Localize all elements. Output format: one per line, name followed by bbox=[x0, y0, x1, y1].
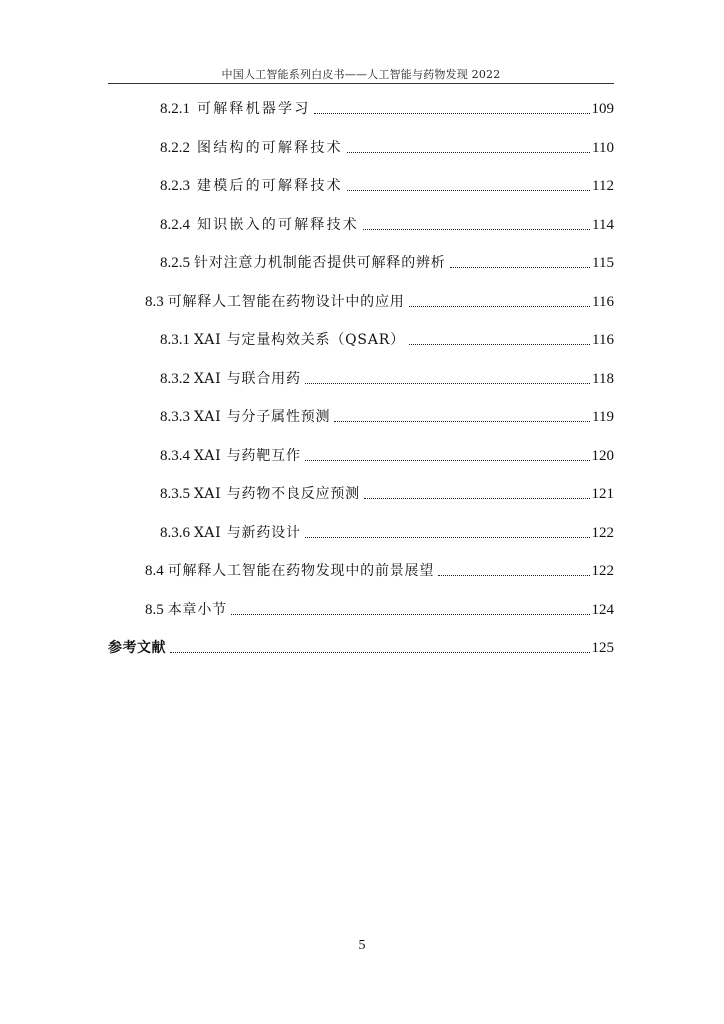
toc-entry-title: 知识嵌入的可解释技术 bbox=[197, 217, 359, 233]
toc-entry-title: XAI 与分子属性预测 bbox=[194, 409, 331, 425]
toc-entry-8-3-1[interactable] bbox=[160, 327, 614, 349]
toc-entry-page: 122 bbox=[591, 525, 614, 541]
toc-entry-number: 8.3 bbox=[145, 294, 164, 310]
toc-entry-references[interactable] bbox=[108, 635, 614, 657]
toc-entry-page: 121 bbox=[591, 486, 614, 502]
toc-entry-number: 8.3.3 bbox=[160, 409, 190, 425]
toc-entry-page: 125 bbox=[591, 640, 614, 656]
dot-leader bbox=[170, 652, 590, 653]
toc-entry-title: 参考文献 bbox=[108, 640, 166, 656]
toc-entry-8-4[interactable] bbox=[145, 558, 614, 580]
toc-entry-8-3-3[interactable] bbox=[160, 404, 614, 426]
toc-entry-title: 针对注意力机制能否提供可解释的辨析 bbox=[194, 255, 446, 271]
toc-entry-page: 118 bbox=[592, 371, 614, 387]
dot-leader bbox=[305, 383, 590, 384]
toc-entry-number: 8.2.1 bbox=[160, 101, 190, 117]
dot-leader bbox=[364, 498, 590, 499]
dot-leader bbox=[347, 190, 590, 191]
toc-entry-8-2-5[interactable] bbox=[160, 250, 614, 272]
toc-entry-number: 8.3.5 bbox=[160, 486, 190, 502]
toc-entry-8-3-5[interactable] bbox=[160, 481, 614, 503]
toc-entry-number: 8.5 bbox=[145, 602, 164, 618]
toc-entry-page: 122 bbox=[591, 563, 614, 579]
toc-entry-number: 8.2.4 bbox=[160, 217, 190, 233]
toc-entry-number: 8.4 bbox=[145, 563, 164, 579]
dot-leader bbox=[314, 113, 589, 114]
dot-leader bbox=[363, 229, 590, 230]
toc-entry-8-2-3[interactable] bbox=[160, 173, 614, 195]
toc-entry-title: XAI 与新药设计 bbox=[194, 525, 301, 541]
dot-leader bbox=[409, 306, 590, 307]
toc-entry-page: 119 bbox=[592, 409, 614, 425]
dot-leader bbox=[450, 267, 590, 268]
dot-leader bbox=[305, 537, 590, 538]
toc-entry-8-5[interactable] bbox=[145, 597, 614, 619]
toc-entry-title: 本章小节 bbox=[167, 602, 227, 618]
toc-entry-title: XAI 与联合用药 bbox=[194, 371, 301, 387]
dot-leader bbox=[347, 152, 590, 153]
toc-entry-page: 120 bbox=[591, 448, 614, 464]
toc-entry-page: 109 bbox=[591, 101, 614, 117]
running-header: 中国人工智能系列白皮书——人工智能与药物发现 2022 bbox=[221, 68, 501, 81]
toc-entry-8-2-2[interactable] bbox=[160, 135, 614, 157]
toc-entry-number: 8.3.1 bbox=[160, 332, 190, 348]
toc-entry-number: 8.3.4 bbox=[160, 448, 190, 464]
toc-entry-number: 8.2.3 bbox=[160, 178, 190, 194]
toc-entry-page: 114 bbox=[592, 217, 614, 233]
toc-entry-title: 图结构的可解释技术 bbox=[197, 140, 343, 156]
dot-leader bbox=[438, 575, 589, 576]
toc-entry-number: 8.2.2 bbox=[160, 140, 190, 156]
page-number: 5 bbox=[358, 938, 366, 953]
toc-entry-page: 116 bbox=[592, 294, 614, 310]
toc-entry-8-2-1[interactable] bbox=[160, 96, 614, 118]
dot-leader bbox=[409, 344, 590, 345]
toc-entry-8-2-4[interactable] bbox=[160, 212, 614, 234]
toc-entry-8-3[interactable] bbox=[145, 289, 614, 311]
toc-entry-number: 8.2.5 bbox=[160, 255, 190, 271]
toc-entry-8-3-6[interactable] bbox=[160, 520, 614, 542]
toc-entry-title: 可解释人工智能在药物发现中的前景展望 bbox=[167, 563, 435, 579]
dot-leader bbox=[231, 614, 590, 615]
toc-entry-title: XAI 与药物不良反应预测 bbox=[194, 486, 360, 502]
toc-entry-page: 110 bbox=[592, 140, 614, 156]
toc-entry-page: 115 bbox=[592, 255, 614, 271]
toc-entry-number: 8.3.2 bbox=[160, 371, 190, 387]
toc-entry-page: 112 bbox=[592, 178, 614, 194]
dot-leader bbox=[334, 421, 590, 422]
toc-entry-8-3-4[interactable] bbox=[160, 443, 614, 465]
toc-entry-page: 124 bbox=[591, 602, 614, 618]
toc-entry-title: 建模后的可解释技术 bbox=[197, 178, 343, 194]
dot-leader bbox=[305, 460, 590, 461]
toc-entry-title: 可解释人工智能在药物设计中的应用 bbox=[167, 294, 405, 310]
toc-entry-page: 116 bbox=[592, 332, 614, 348]
toc-entry-title: XAI 与药靶互作 bbox=[194, 448, 301, 464]
toc-entry-number: 8.3.6 bbox=[160, 525, 190, 541]
toc-entry-8-3-2[interactable] bbox=[160, 366, 614, 388]
toc-entry-title: XAI 与定量构效关系（QSAR） bbox=[194, 332, 405, 348]
toc-entry-title: 可解释机器学习 bbox=[197, 101, 311, 117]
